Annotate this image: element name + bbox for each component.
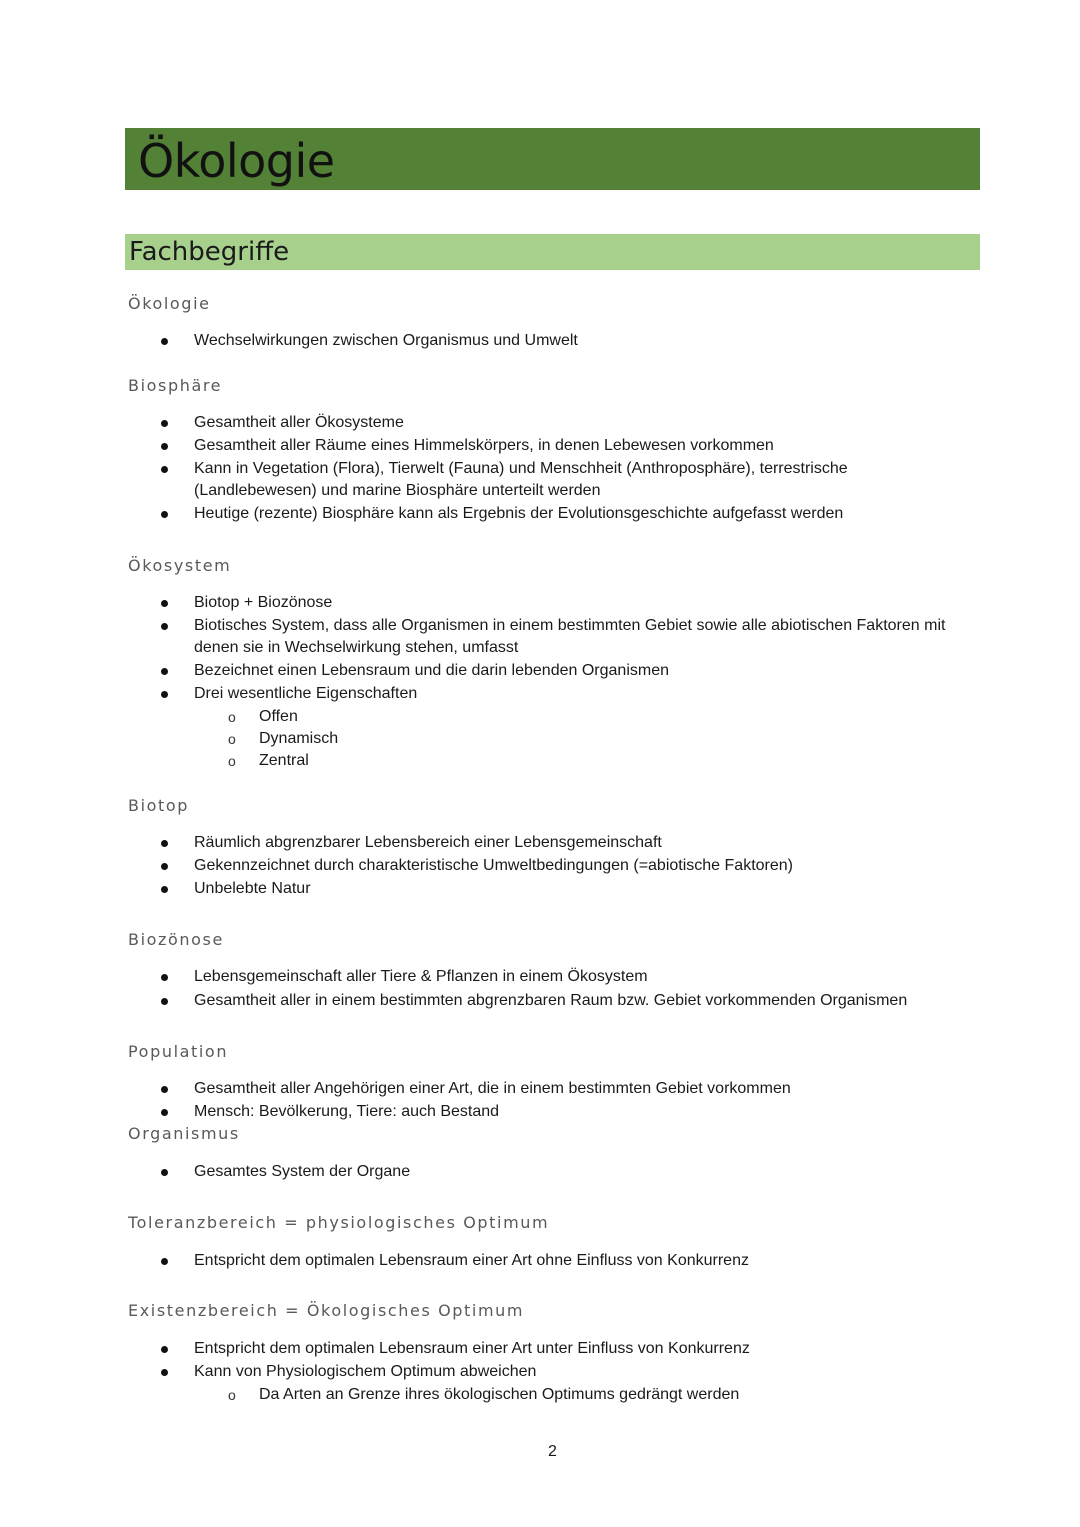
list-item: Heutige (rezente) Biosphäre kann als Ergebnis der Evolutionsgeschichte aufgefasst werden [194,505,844,522]
list-item: Kann von Physiologischem Optimum abweichen [194,1363,537,1380]
section-title: Fachbegriffe [129,237,290,267]
bullet-icon [161,420,168,427]
list-item: Gesamtheit aller Räume eines Himmelskörpers, in denen Lebewesen vorkommen [194,437,774,454]
term-heading-biotop: Biotop [128,796,190,815]
list-item: Gesamtheit aller Ökosysteme [194,414,404,431]
bullet-icon [161,466,168,473]
list-item: Kann in Vegetation (Flora), Tierwelt (Fauna) und Menschheit (Anthroposphäre), terrestrische [194,460,848,477]
bullet-icon [161,974,168,981]
sub-list-item: Dynamisch [259,730,339,747]
list-item-continuation: (Landlebewesen) und marine Biosphäre unterteilt werden [194,482,601,499]
sub-bullet-icon: o [228,753,236,769]
list-item: Entspricht dem optimalen Lebensraum einer Art ohne Einfluss von Konkurrenz [194,1252,749,1269]
sub-list-item: Da Arten an Grenze ihres ökologischen Optimums gedrängt werden [259,1386,740,1403]
bullet-icon [161,1169,168,1176]
list-item: Gesamtheit aller Angehörigen einer Art, die in einem bestimmten Gebiet vorkommen [194,1080,791,1097]
bullet-icon [161,338,168,345]
sub-bullet-icon: o [228,1387,236,1403]
term-heading-oekosystem: Ökosystem [128,556,232,575]
bullet-icon [161,886,168,893]
bullet-icon [161,998,168,1005]
sub-bullet-icon: o [228,731,236,747]
bullet-icon [161,668,168,675]
term-heading-biozoenose: Biozönose [128,930,224,949]
list-item: Biotisches System, dass alle Organismen in einem bestimmten Gebiet sowie alle abiotischen Faktoren mit [194,617,946,634]
list-item: Räumlich abgrenzbarer Lebensbereich einer Lebensgemeinschaft [194,834,662,851]
sub-bullet-icon: o [228,709,236,725]
bullet-icon [161,1109,168,1116]
list-item: Wechselwirkungen zwischen Organismus und Umwelt [194,332,578,349]
bullet-icon [161,1346,168,1353]
bullet-icon [161,863,168,870]
list-item: Mensch: Bevölkerung, Tiere: auch Bestand [194,1103,500,1120]
term-heading-population: Population [128,1042,229,1061]
bullet-icon [161,511,168,518]
term-heading-existenzbereich: Existenzbereich = Ökologisches Optimum [128,1301,525,1320]
bullet-icon [161,1258,168,1265]
page-number: 2 [548,1443,557,1460]
title-banner [125,128,980,190]
list-item: Lebensgemeinschaft aller Tiere & Pflanzen in einem Ökosystem [194,968,648,985]
term-heading-organismus: Organismus [128,1124,240,1143]
list-item-continuation: denen sie in Wechselwirkung stehen, umfasst [194,639,519,656]
list-item: Entspricht dem optimalen Lebensraum einer Art unter Einfluss von Konkurrenz [194,1340,750,1357]
page-title: Ökologie [138,134,335,188]
list-item: Gekennzeichnet durch charakteristische Umweltbedingungen (=abiotische Faktoren) [194,857,793,874]
term-heading-toleranzbereich: Toleranzbereich = physiologisches Optimum [128,1213,550,1232]
section-banner [125,234,980,270]
bullet-icon [161,623,168,630]
list-item: Biotop + Biozönose [194,594,333,611]
list-item: Bezeichnet einen Lebensraum und die darin lebenden Organismen [194,662,669,679]
bullet-icon [161,1086,168,1093]
term-heading-oekologie: Ökologie [128,294,211,313]
bullet-icon [161,691,168,698]
term-heading-biosphaere: Biosphäre [128,376,223,395]
list-item: Unbelebte Natur [194,880,311,897]
list-item: Drei wesentliche Eigenschaften [194,685,418,702]
list-item: Gesamtheit aller in einem bestimmten abgrenzbaren Raum bzw. Gebiet vorkommenden Organismen [194,992,908,1009]
bullet-icon [161,443,168,450]
bullet-icon [161,840,168,847]
bullet-icon [161,600,168,607]
sub-list-item: Offen [259,708,298,725]
bullet-icon [161,1369,168,1376]
sub-list-item: Zentral [259,752,309,769]
list-item: Gesamtes System der Organe [194,1163,411,1180]
